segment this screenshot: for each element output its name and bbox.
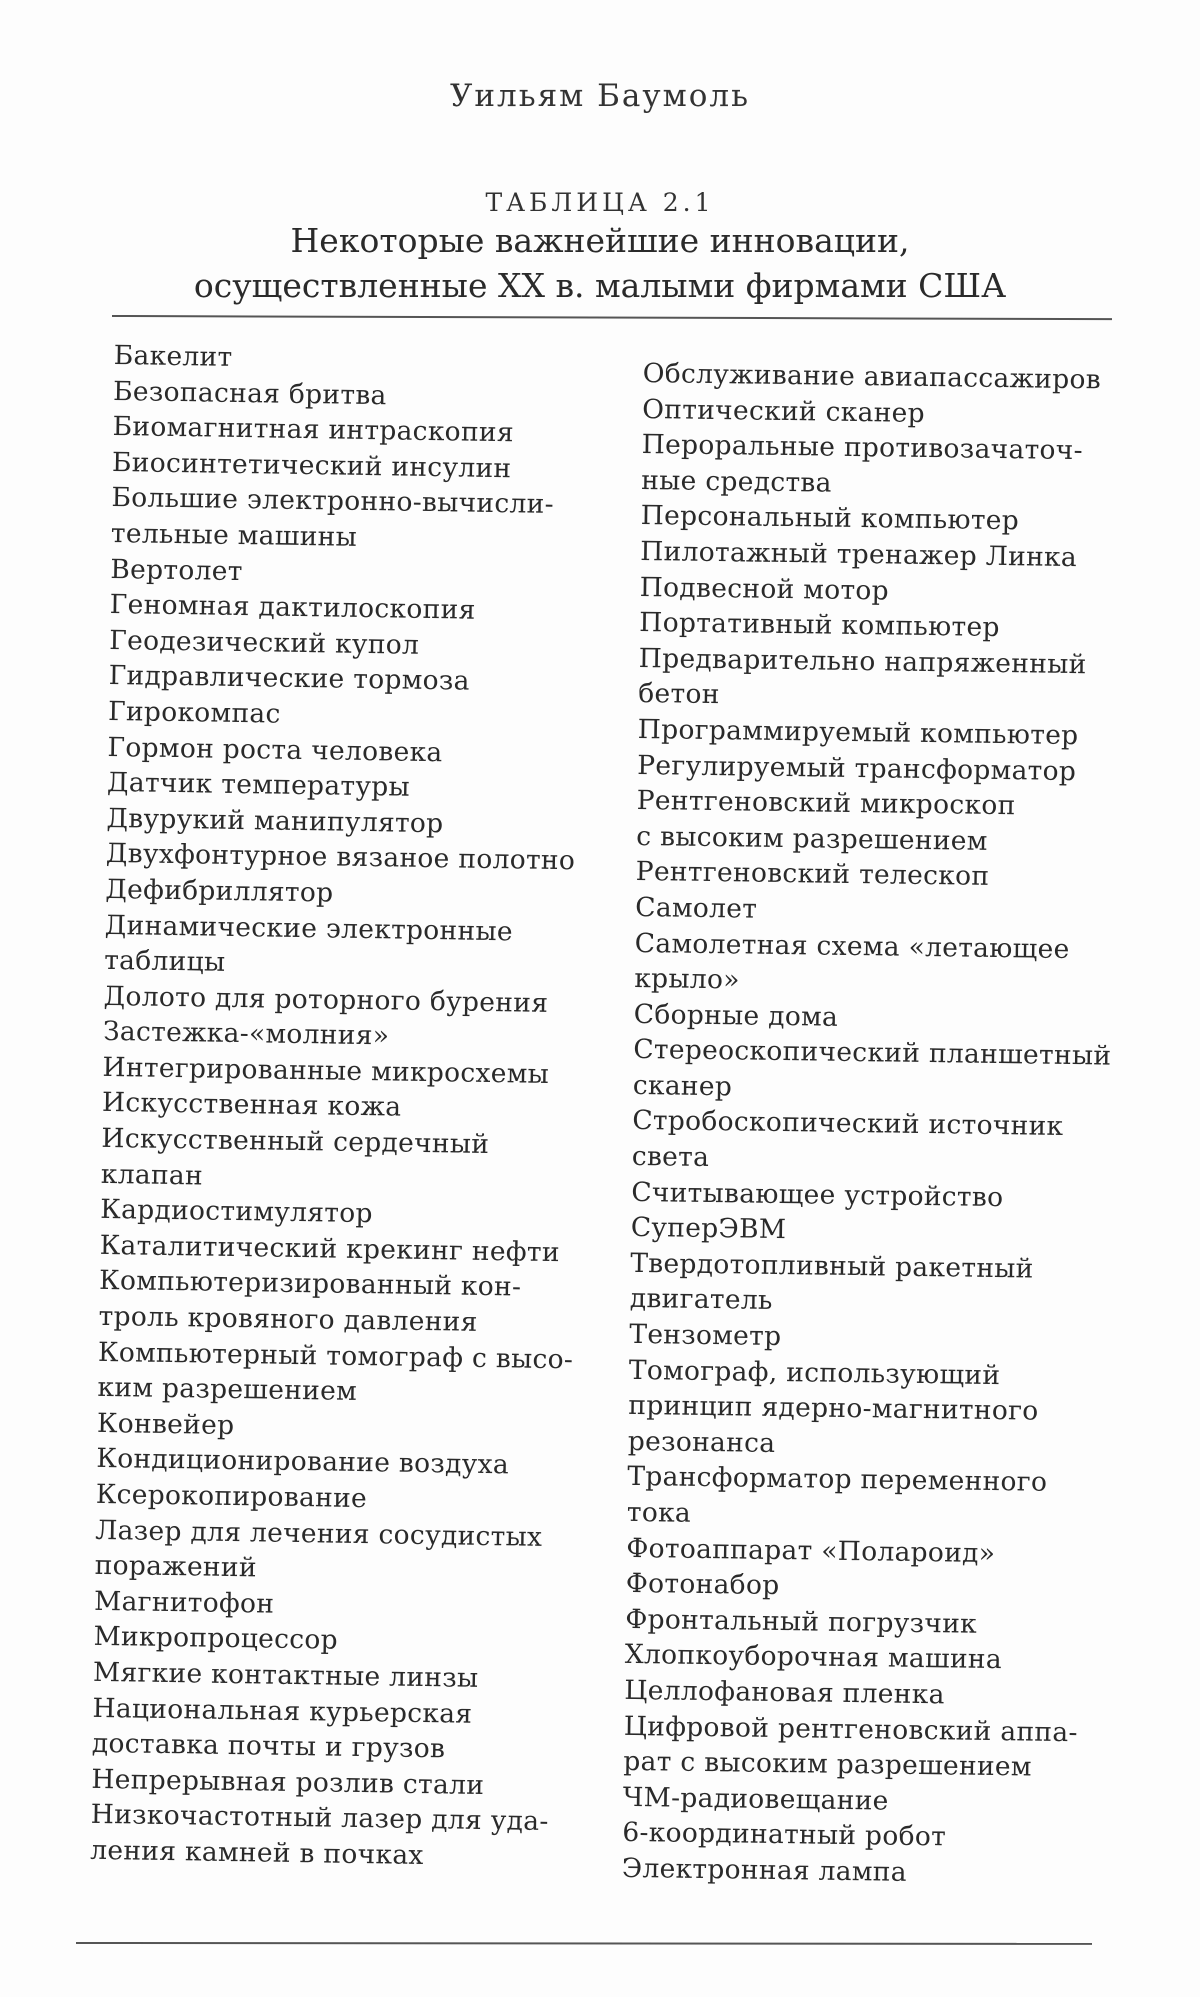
innovation-entry: резонанса xyxy=(627,1425,776,1459)
innovation-entry: Самолетная схема «летающее xyxy=(634,927,1070,965)
innovation-entry: Безопасная бритва xyxy=(112,375,387,411)
right-column xyxy=(622,356,1123,1893)
innovation-entry: Твердотопливный ракетный xyxy=(630,1247,1034,1285)
innovation-entry: ления камней в почках xyxy=(90,1834,424,1871)
innovation-entry: Подвесной мотор xyxy=(639,571,890,607)
innovation-entry: света xyxy=(631,1140,710,1174)
bottom-rule xyxy=(76,1942,1092,1945)
innovation-entry: Персональный компьютер xyxy=(640,500,1020,537)
innovation-entry: СуперЭВМ xyxy=(630,1212,787,1246)
innovation-entry: троль кровяного давления xyxy=(98,1300,478,1338)
innovation-entry: доставка почты и грузов xyxy=(91,1727,446,1765)
innovation-entry: Стереоскопический планшетный xyxy=(633,1034,1112,1072)
innovation-entry: Геодезический купол xyxy=(109,624,420,661)
innovation-entry: Низкочастотный лазер для уда- xyxy=(90,1799,549,1838)
innovation-entry: крыло» xyxy=(634,963,740,996)
innovation-entry: Гидравлические тормоза xyxy=(108,660,470,697)
innovation-entry: принцип ядерно-магнитного xyxy=(628,1390,1039,1427)
innovation-entry: Вертолет xyxy=(110,553,243,587)
innovation-entry: Долото для роторного бурения xyxy=(103,980,549,1019)
innovation-entry: Электронная лампа xyxy=(621,1852,908,1888)
innovation-entry: Пероральные противозачаточ- xyxy=(641,429,1084,467)
innovation-entry: Биомагнитная интраскопия xyxy=(112,411,515,449)
innovation-entry: Фронтальный погрузчик xyxy=(625,1603,978,1640)
innovation-entry: Искусственная кожа xyxy=(101,1087,402,1124)
innovation-entry: Компьютеризированный кон- xyxy=(98,1265,522,1303)
innovation-entry: клапан xyxy=(100,1158,204,1192)
innovation-entry: Лазер для лечения сосудистых xyxy=(95,1514,543,1553)
innovation-entry: Тензометр xyxy=(629,1318,782,1353)
innovation-entry: ким разрешением xyxy=(97,1372,358,1408)
innovation-entry: бетон xyxy=(638,678,720,711)
innovation-entry: таблицы xyxy=(103,945,226,978)
innovation-entry: сканер xyxy=(632,1069,733,1103)
innovation-entry: Стробоскопический источник xyxy=(632,1105,1064,1143)
innovation-entry: Бакелит xyxy=(113,339,233,373)
innovation-entry: Рентгеновский микроскоп xyxy=(636,785,1016,822)
innovation-entry: Биосинтетический инсулин xyxy=(111,446,512,485)
innovation-entry: Сборные дома xyxy=(633,998,839,1033)
innovation-entry: поражений xyxy=(94,1550,258,1584)
innovation-entry: Гормон роста человека xyxy=(107,731,443,768)
innovation-entry: рат с высоким разрешением xyxy=(623,1746,1033,1783)
innovation-entry: Динамические электронные xyxy=(104,909,514,947)
innovation-entry: Мягкие контактные линзы xyxy=(92,1656,479,1694)
innovation-entry: Гирокомпас xyxy=(107,695,281,730)
innovation-entry: Рентгеновский телескоп xyxy=(635,856,990,893)
innovation-entry: ные средства xyxy=(641,464,832,499)
innovation-entry: Целлофановая пленка xyxy=(624,1674,945,1711)
top-rule xyxy=(112,315,1112,320)
innovation-entry: Каталитический крекинг нефти xyxy=(99,1229,561,1268)
table-title xyxy=(0,218,1200,308)
innovation-entry: Кондиционирование воздуха xyxy=(96,1443,510,1481)
innovation-entry: Микропроцессор xyxy=(93,1621,339,1657)
innovation-entry: ЧМ-радиовещание xyxy=(622,1781,889,1817)
innovation-entry: Непрерывная розлив стали xyxy=(91,1763,485,1801)
innovation-entry: Конвейер xyxy=(96,1407,235,1441)
innovation-entry: Геномная дактилоскопия xyxy=(109,589,476,626)
innovation-entry: тока xyxy=(626,1496,692,1529)
innovation-entry: Обслуживание авиапассажиров xyxy=(642,357,1102,396)
innovation-entry: двигатель xyxy=(629,1283,773,1317)
innovation-entry: Национальная курьерская xyxy=(92,1692,473,1730)
innovation-entry: Двухфонтурное вязаное полотно xyxy=(105,838,576,877)
innovation-entry: Дефибриллятор xyxy=(105,873,334,909)
innovation-entry: Датчик температуры xyxy=(106,767,411,803)
innovation-entry: Интегрированные микросхемы xyxy=(102,1051,550,1090)
table-label: ТАБЛИЦА 2.1 xyxy=(485,188,715,217)
innovation-entry: Регулируемый трансформатор xyxy=(637,749,1077,787)
innovation-entry: Двурукий манипулятор xyxy=(106,802,444,839)
innovation-entry: Магнитофон xyxy=(93,1585,275,1620)
running-header: Уильям Баумоль xyxy=(449,78,750,114)
innovation-entry: Оптический сканер xyxy=(642,393,926,429)
innovation-entry: Предварительно напряженный xyxy=(638,642,1087,680)
table-title-line-2: осуществленные XX в. малыми фирмами США xyxy=(193,266,1007,305)
innovation-entry: Хлопкоуборочная машина xyxy=(624,1639,1003,1676)
innovation-entry: Ксерокопирование xyxy=(95,1478,368,1515)
innovation-entry: с высоким разрешением xyxy=(636,820,988,857)
innovation-entry: Самолет xyxy=(635,891,758,925)
innovation-entry: Томограф, использующий xyxy=(628,1354,1001,1391)
innovation-entry: Компьютерный томограф с высо- xyxy=(97,1336,574,1375)
innovation-entry: Фотоаппарат «Полароид» xyxy=(626,1532,996,1569)
left-column xyxy=(90,338,614,1876)
innovation-entry: Застежка-«молния» xyxy=(102,1016,390,1052)
table-title-line-1: Некоторые важнейшие инновации, xyxy=(290,221,910,260)
innovation-entry: Считывающее устройство xyxy=(631,1176,1004,1213)
innovation-entry: Трансформатор переменного xyxy=(627,1461,1048,1499)
innovation-entry: Искусственный сердечный xyxy=(101,1122,490,1161)
innovation-entry: Фотонабор xyxy=(625,1568,780,1602)
innovation-entry: Пилотажный тренажер Линка xyxy=(640,535,1078,574)
innovation-entry: Большие электронно-вычисли- xyxy=(111,482,555,521)
innovation-entry: Кардиостимулятор xyxy=(100,1194,374,1230)
innovation-entry: 6-координатный робот xyxy=(622,1817,947,1853)
innovation-entry: Программируемый компьютер xyxy=(637,713,1079,752)
innovation-entry: Цифровой рентгеновский аппа- xyxy=(623,1710,1078,1748)
innovation-entry: Портативный компьютер xyxy=(639,607,1000,644)
innovation-entry: тельные машины xyxy=(110,517,358,553)
